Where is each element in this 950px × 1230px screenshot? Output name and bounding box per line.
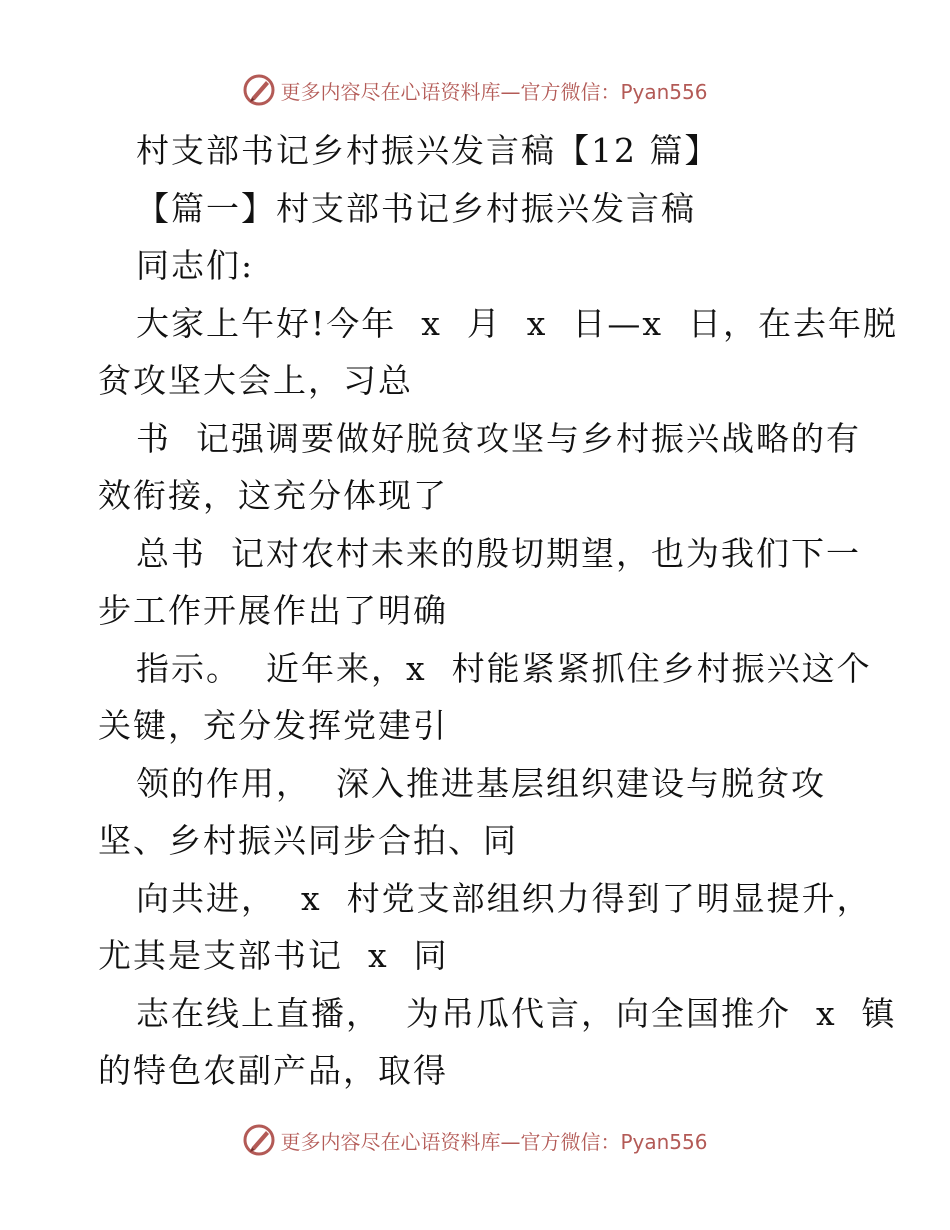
text-line: 步工作开展作出了明确 — [98, 591, 448, 630]
text-line: 的特色农副产品，取得 — [98, 1051, 448, 1090]
header-watermark-banner — [0, 70, 950, 110]
text-line: 关键，充分发挥党建引 — [98, 706, 448, 745]
text-line: 大家上午好!今年 x 月 x 日—x 日，在去年脱 — [136, 303, 898, 343]
text-line: 总书 记对农村未来的殷切期望，也为我们下一 — [136, 533, 861, 573]
text-line: 坚、乡村振兴同步合拍、同 — [98, 821, 518, 860]
pen-logo-icon — [242, 1123, 276, 1157]
text-line: 向共进， x 村党支部组织力得到了明显提升， — [136, 878, 872, 918]
text-line: 【篇一】村支部书记乡村振兴发言稿 — [136, 188, 696, 228]
text-line: 贫攻坚大会上，习总 — [98, 361, 413, 400]
text-line: 领的作用， 深入推进基层组织建设与脱贫攻 — [136, 763, 826, 803]
document-body — [98, 122, 898, 1100]
banner-text: 更多内容尽在心语资料库—官方微信：Pyan556 — [280, 79, 708, 104]
banner-text: 更多内容尽在心语资料库—官方微信：Pyan556 — [280, 1129, 708, 1154]
text-line: 效衔接，这充分体现了 — [98, 476, 448, 515]
pen-logo-icon — [242, 73, 276, 107]
text-line: 同志们: — [136, 246, 255, 285]
text-line: 指示。 近年来，x 村能紧紧抓住乡村振兴这个 — [136, 648, 872, 688]
footer-watermark-banner — [0, 1120, 950, 1160]
text-line: 村支部书记乡村振兴发言稿【12 篇】 — [136, 131, 720, 170]
text-line: 书 记强调要做好脱贫攻坚与乡村振兴战略的有 — [136, 418, 861, 458]
text-line: 志在线上直播， 为吊瓜代言，向全国推介 x 镇 — [136, 993, 897, 1033]
text-line: 尤其是支部书记 x 同 — [98, 936, 449, 975]
